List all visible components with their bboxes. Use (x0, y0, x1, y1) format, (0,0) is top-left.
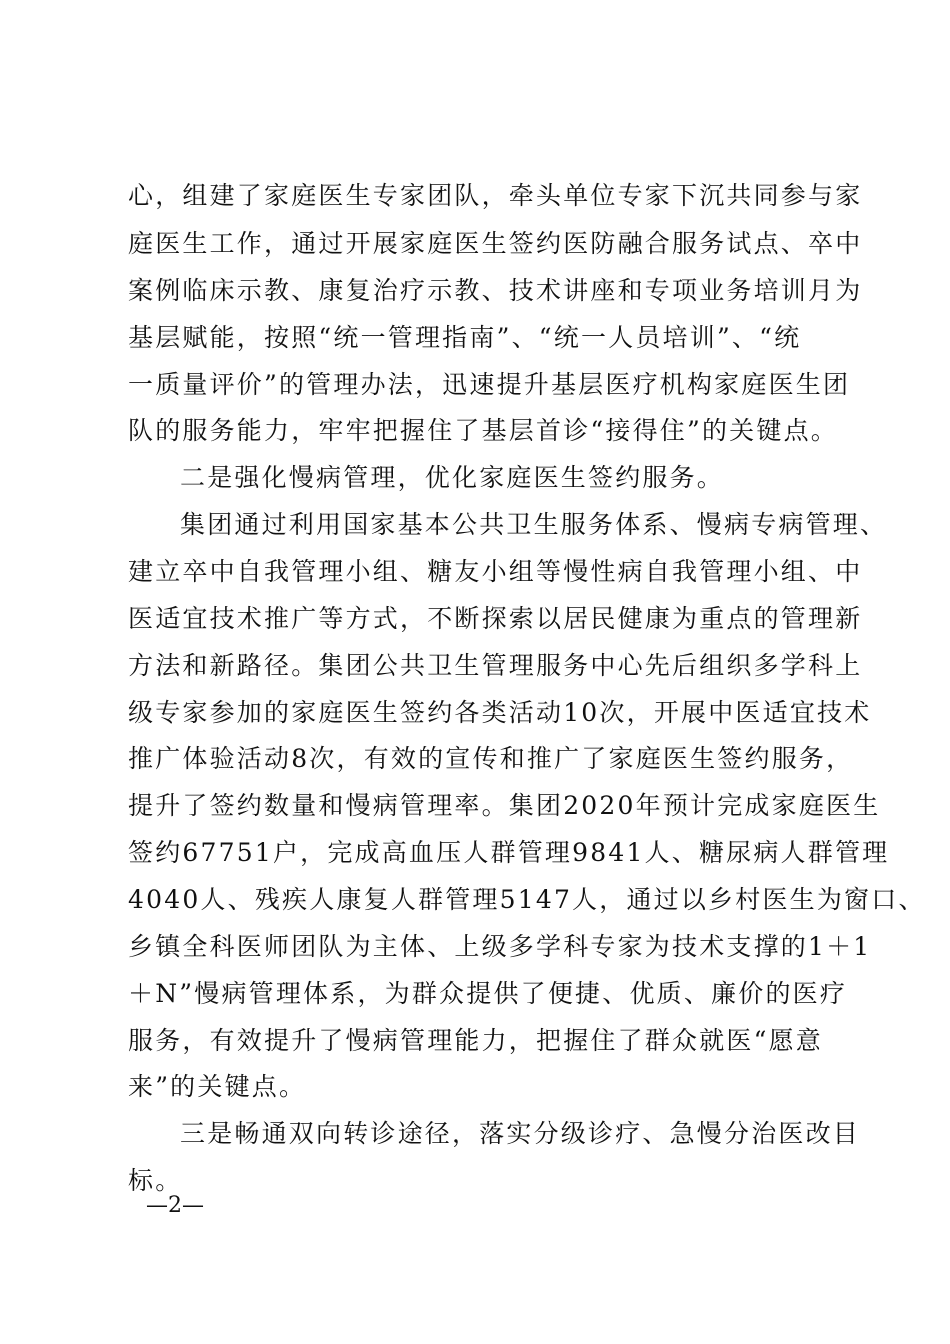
text-line: 来”的关键点。 (128, 1072, 307, 1101)
text-line: 案例临床示教、康复治疗示教、技术讲座和专项业务培训月为 (128, 276, 863, 305)
text-line: 医适宜技术推广等方式，不断探索以居民健康为重点的管理新 (128, 604, 863, 633)
page-number: —2— (146, 1193, 204, 1218)
section-heading: 三是畅通双向转诊途径，落实分级诊疗、急慢分治医改目 (180, 1119, 861, 1148)
text-line: 一质量评价”的管理办法，迅速提升基层医疗机构家庭医生团 (128, 370, 851, 399)
text-line: 签约67751户，完成高血压人群管理9841人、糖尿病人群管理 (128, 838, 890, 867)
text-line: 建立卒中自我管理小组、糖友小组等慢性病自我管理小组、中 (128, 557, 863, 586)
text-line: 心，组建了家庭医生专家团队，牵头单位专家下沉共同参与家 (128, 181, 863, 210)
text-line: 提升了签约数量和慢病管理率。集团2020年预计完成家庭医生 (128, 791, 881, 820)
text-line: 4040人、残疾人康复人群管理5147人，通过以乡村医生为窗口、 (128, 885, 926, 914)
text-line: 队的服务能力，牢牢把握住了基层首诊“接得住”的关键点。 (128, 416, 838, 445)
section-heading: 二是强化慢病管理，优化家庭医生签约服务。 (180, 463, 725, 492)
text-line: 方法和新路径。集团公共卫生管理服务中心先后组织多学科上 (128, 651, 863, 680)
text-line: ＋N”慢病管理体系，为群众提供了便捷、优质、廉价的医疗 (128, 979, 848, 1008)
text-line: 级专家参加的家庭医生签约各类活动10次，开展中医适宜技术 (128, 698, 872, 727)
text-line: 乡镇全科医师团队为主体、上级多学科专家为技术支撑的1＋1 (128, 932, 872, 961)
text-line: 集团通过利用国家基本公共卫生服务体系、慢病专病管理、 (180, 510, 888, 539)
text-line: 服务，有效提升了慢病管理能力，把握住了群众就医“愿意 (128, 1026, 823, 1055)
text-line: 基层赋能，按照“统一管理指南”、“统一人员培训”、“统 (128, 323, 802, 352)
text-line: 庭医生工作，通过开展家庭医生签约医防融合服务试点、卒中 (128, 229, 863, 258)
text-line: 推广体验活动8次，有效的宣传和推广了家庭医生签约服务， (128, 744, 854, 773)
text-line: 标。 (128, 1166, 183, 1195)
